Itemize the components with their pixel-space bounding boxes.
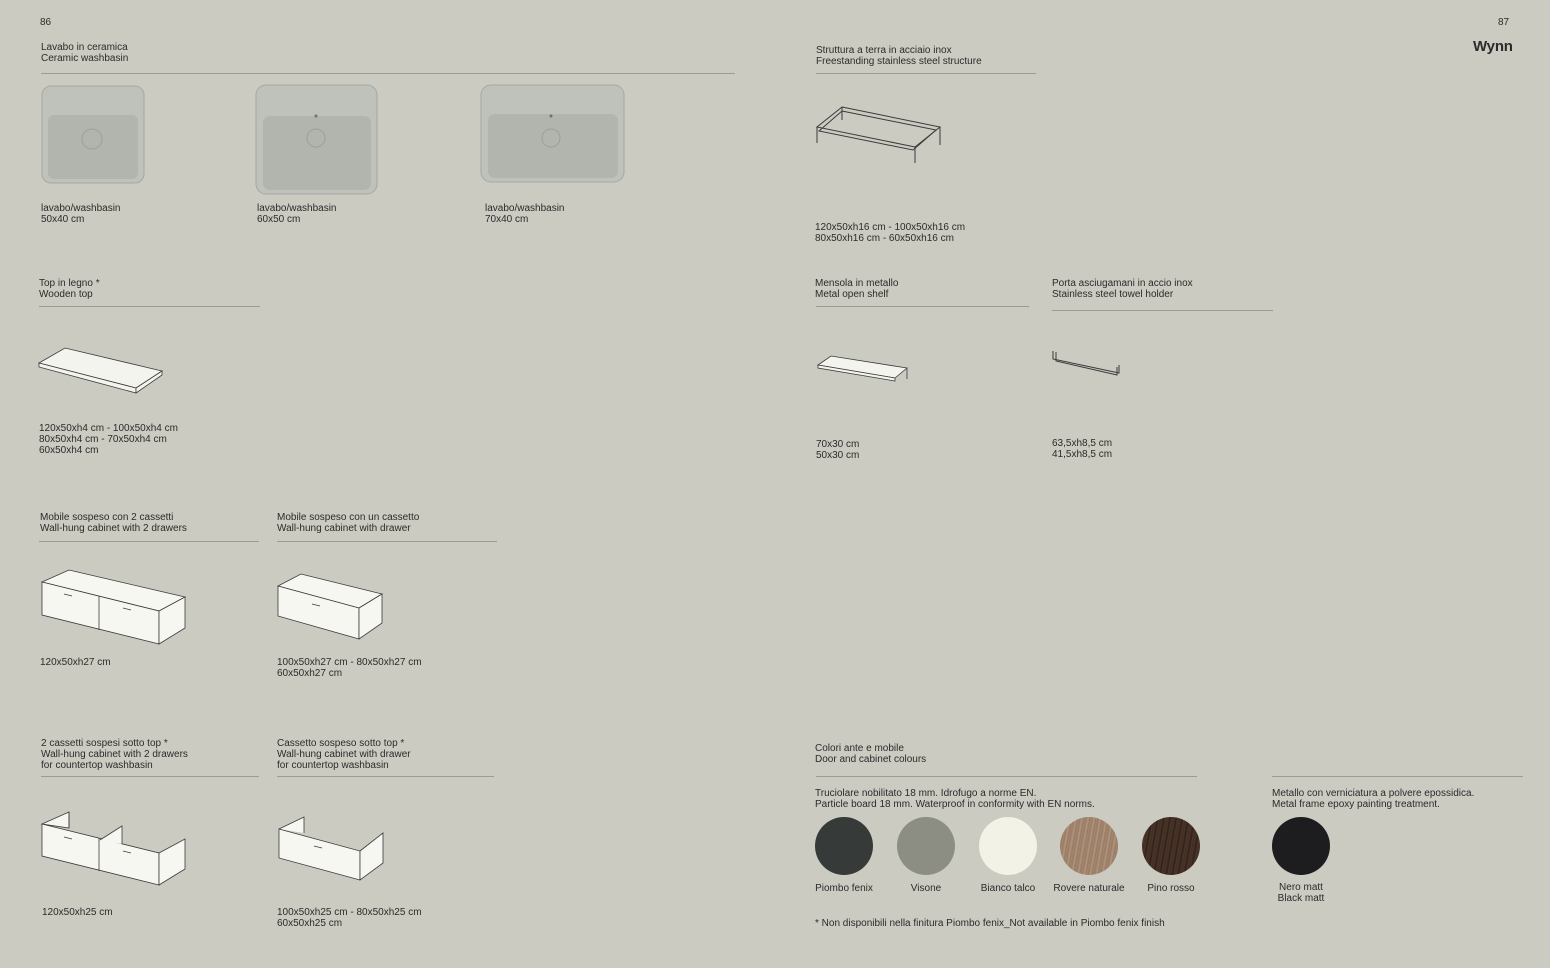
washbasin-60x50-label: lavabo/washbasin 60x50 cm [257,203,337,225]
divider [816,73,1036,74]
swatch-label-metal: Nero matt Black matt [1277,882,1325,904]
swatch-nero-matt [1272,817,1330,875]
steel-structure-image [815,105,945,167]
cab1-sizes: 100x50xh27 cm - 80x50xh27 cm 60x50xh27 cm [277,657,422,679]
washbasin-70x40-label: lavabo/washbasin 70x40 cm [485,203,565,225]
under2-sizes: 120x50xh25 cm [42,907,113,918]
structure-heading: Struttura a terra in acciaio inox Freestanding stainless steel structure [816,45,982,67]
under1-sizes: 100x50xh25 cm - 80x50xh25 cm 60x50xh25 cm [277,907,422,929]
washbasin-50x40-image [41,85,145,185]
cab1-heading: Mobile sospeso con un cassetto Wall-hung cabinet with drawer [277,512,420,534]
shelf-heading: Mensola in metallo Metal open shelf [815,278,899,300]
divider [816,306,1029,307]
structure-sizes: 120x50xh16 cm - 100x50xh16 cm 80x50xh16 cm - 60x50xh16 cm [815,222,966,244]
divider [277,776,494,777]
towel-heading: Porta asciugamani in accio inox Stainless steel towel holder [1052,278,1193,300]
undertop-1-drawer-image [276,815,388,883]
swatch-label: Piombo fenix [815,883,873,894]
divider [1052,310,1273,311]
towel-sizes: 63,5xh8,5 cm 41,5xh8,5 cm [1052,438,1113,460]
swatch-piombo-fenix [815,817,873,875]
cabinet-2-drawers-image [40,568,188,646]
wooden-top-image [38,346,164,396]
page-number-left: 86 [40,17,52,28]
swatch-label: Visone [910,883,942,894]
metal-shelf-image [817,355,909,383]
under1-heading: Cassetto sospeso sotto top * Wall-hung cabinet with drawer for countertop washbasin [277,738,411,771]
cab2-heading: Mobile sospeso con 2 cassetti Wall-hung cabinet with 2 drawers [40,512,187,534]
under2-heading: 2 cassetti sospesi sotto top * Wall-hung cabinet with 2 drawers for countertop washbasin [41,738,188,771]
divider [816,776,1197,777]
washbasin-70x40-image [480,84,626,184]
divider [39,541,259,542]
swatch-bianco-talco [979,817,1037,875]
swatch-label: Rovere naturale [1053,883,1125,894]
brand-title: Wynn [1473,38,1513,55]
colours-heading: Colori ante e mobile Door and cabinet colours [815,743,927,765]
swatch-label: Bianco talco [980,883,1036,894]
divider [41,73,735,74]
washbasin-heading: Lavabo in ceramica Ceramic washbasin [41,42,129,64]
top-sizes: 120x50xh4 cm - 100x50xh4 cm 80x50xh4 cm - 70x50xh4 cm 60x50xh4 cm [39,423,178,456]
washbasin-50x40-label: lavabo/washbasin 50x40 cm [41,203,121,225]
swatch-rovere-naturale [1060,817,1118,875]
cabinet-1-drawer-image [276,572,386,642]
divider [41,776,259,777]
divider [277,541,497,542]
swatch-pino-rosso [1142,817,1200,875]
shelf-sizes: 70x30 cm 50x30 cm [816,439,860,461]
metal-description: Metallo con verniciatura a polvere epossidica. Metal frame epoxy painting treatment. [1272,788,1475,810]
undertop-2-drawers-image [40,810,188,888]
page-number-right: 87 [1498,17,1510,28]
divider [1272,776,1523,777]
top-heading: Top in legno * Wooden top [39,278,100,300]
cab2-sizes: 120x50xh27 cm [40,657,111,668]
swatch-label: Pino rosso [1147,883,1195,894]
washbasin-60x50-image [255,84,379,196]
towel-holder-image [1051,349,1123,379]
board-description: Truciolare nobilitato 18 mm. Idrofugo a norme EN. Particle board 18 mm. Waterproof in conformity with EN norms. [815,788,1095,810]
availability-note: * Non disponibili nella finitura Piombo fenix_Not available in Piombo fenix finish [815,918,1165,929]
swatch-visone [897,817,955,875]
divider [39,306,260,307]
